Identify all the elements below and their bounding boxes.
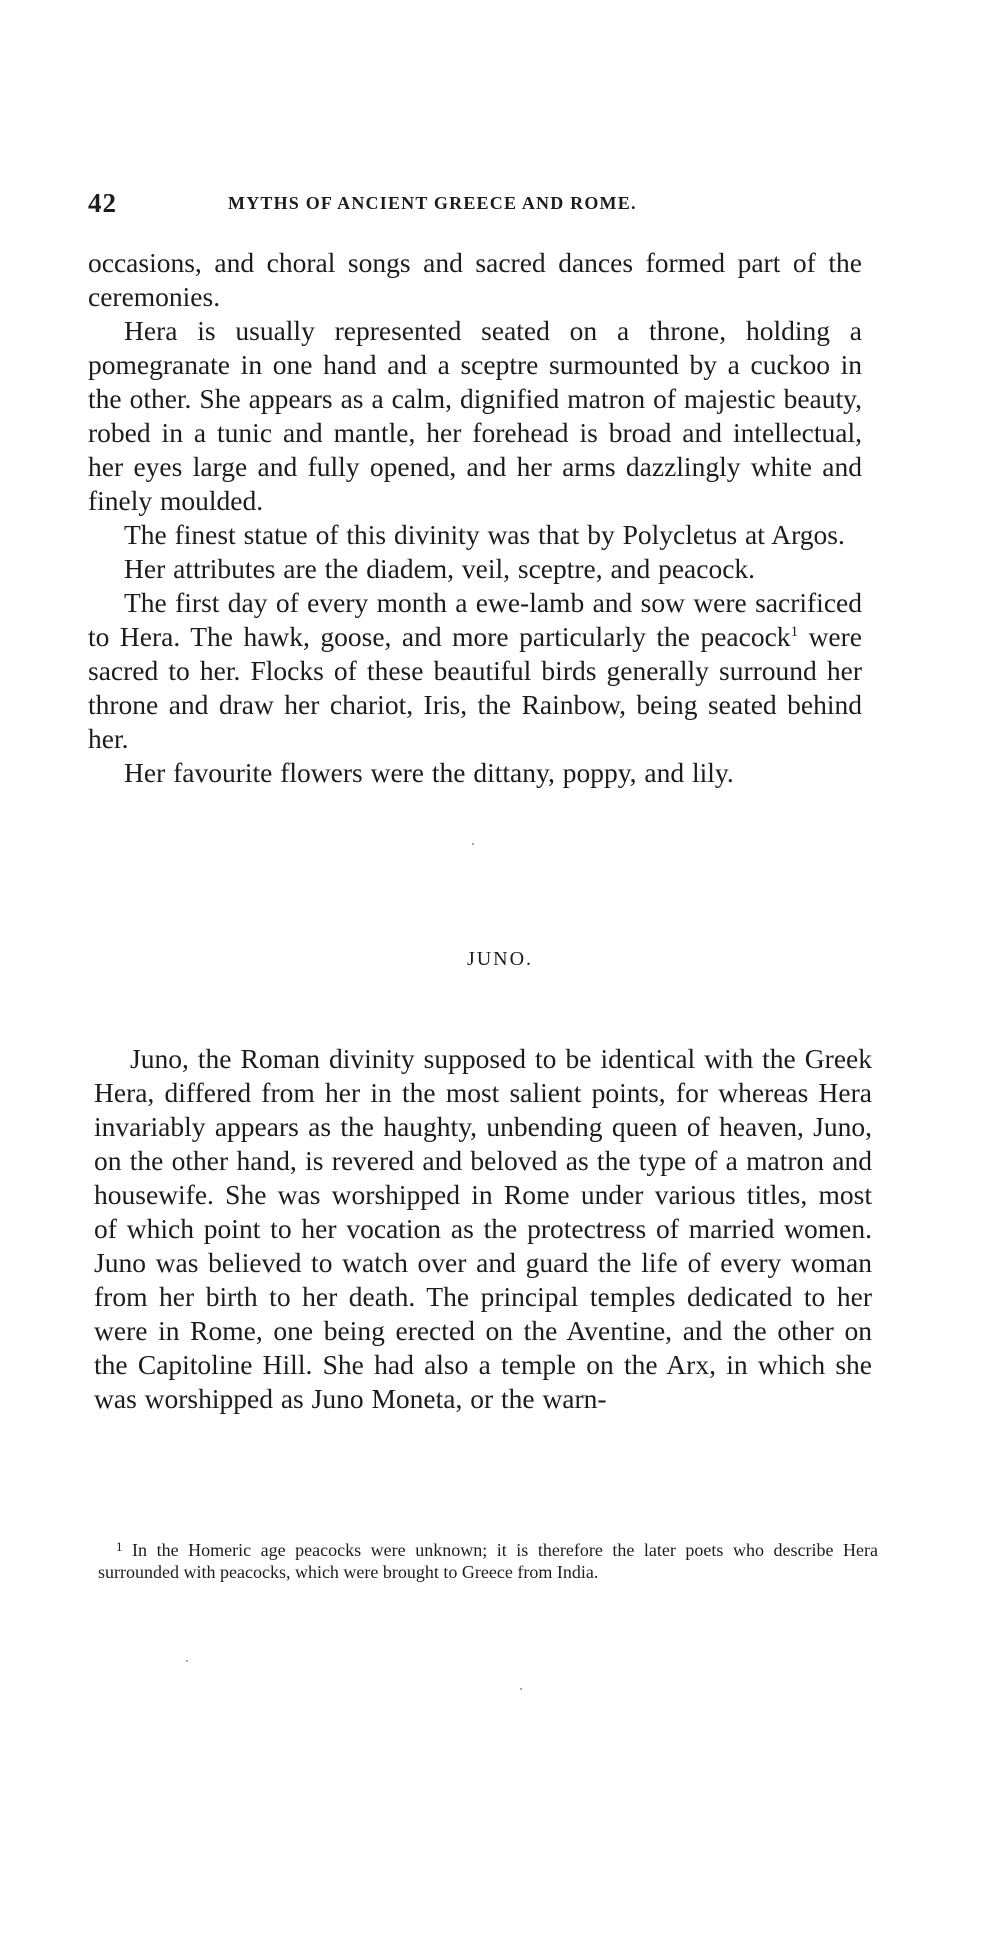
running-header <box>88 188 868 224</box>
paragraph-representation: Hera is usually represented seated on a throne, holding a pomegranate in one hand and a sceptre surmounted by a cuckoo in the other. She appears as a calm, dignified matron of majestic beauty, robed in a tunic and mantle, her forehead is broad and intellectual, her eyes large and fully opened, and her arms dazzlingly white and finely moulded. <box>88 315 862 516</box>
footnote-reference: 1 <box>790 623 799 640</box>
page-number: 42 <box>88 188 117 218</box>
scan-speck <box>472 843 474 845</box>
paragraph-ceremonies: occasions, and choral songs and sacred dances formed part of the ceremonies. <box>88 247 862 312</box>
paragraph-flowers: Her favourite flowers were the dittany, poppy, and lily. <box>124 757 734 788</box>
hera-section <box>88 246 862 790</box>
footnote-text: In the Homeric age peacocks were unknown; it is therefore the later poets who describe Hera surrounded with peacocks, which were brought to Greece from India. <box>98 1540 878 1582</box>
running-title: MYTHS OF ANCIENT GREECE AND ROME. <box>228 193 637 213</box>
paragraph-attributes: Her attributes are the diadem, veil, sceptre, and peacock. <box>124 553 756 584</box>
paragraph-statue: The finest statue of this divinity was that by Polycletus at Argos. <box>124 519 845 550</box>
scan-speck <box>520 1688 522 1690</box>
scan-speck <box>186 1660 188 1662</box>
paragraph-juno: Juno, the Roman divinity supposed to be identical with the Greek Hera, differed from her in the most salient points, for whereas Hera invariably appears as the haughty, unbending queen of heaven, Juno, on the other hand, is revered and beloved as the type of a matron and housewife. She was worshipped in Rome under various titles, most of which point to her vocation as the protectress of married women. Juno was believed to watch over and guard the life of every woman from her birth to her death. The principal temples dedicated to her were in Rome, one being erected on the Aventine, and the other on the Capitoline Hill. She had also a temple on the Arx, in which she was worshipped as Juno Moneta, or the warn- <box>94 1043 872 1414</box>
paragraph-sacrifices <box>88 586 862 756</box>
section-heading-juno: JUNO. <box>466 948 534 970</box>
sacrifices-text-end: were sacred to her. Flocks of these beautiful birds generally surround her throne and draw her chariot, Iris, the Rainbow, being seated behind her. <box>88 621 862 754</box>
juno-section <box>94 1042 872 1416</box>
footnote <box>98 1536 878 1583</box>
sacrifices-text-start: The first day of every month a ewe-lamb and sow were sacrificed to Hera. The hawk, goose, and more particularly the peacock <box>88 587 862 652</box>
footnote-mark: 1 <box>116 1539 123 1554</box>
